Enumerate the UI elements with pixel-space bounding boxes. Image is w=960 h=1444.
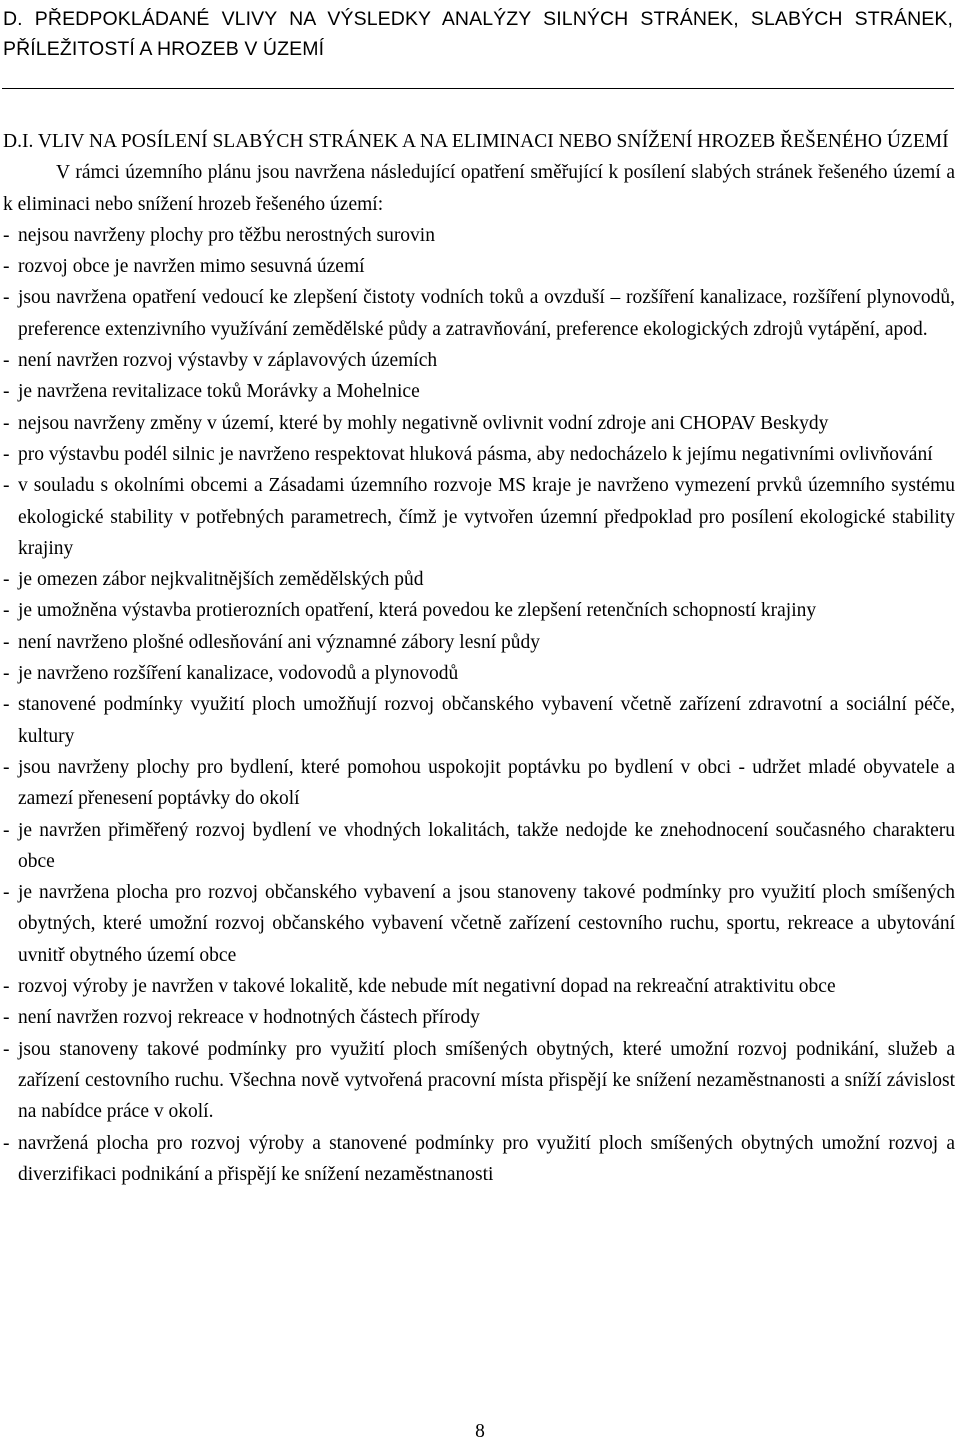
list-bullet-dash: - — [3, 569, 10, 591]
list-item — [3, 1002, 955, 1033]
list-bullet-dash: - — [3, 1132, 10, 1154]
list-item-text: je umožněna výstavba protierozních opatření, která povedou ke zlepšení retenčních schopností krajiny — [18, 600, 817, 622]
heading-underline-rule — [2, 88, 954, 89]
list-bullet-dash: - — [3, 350, 10, 372]
list-item — [3, 220, 955, 251]
list-item-text: v souladu s okolními obcemi a Zásadami územního rozvoje MS kraje je navrženo vymezení prvků územního systému ekologické stability v potřebných parametrech, čímž je vytvořen územní předpoklad pro posílení ekologické stability krajiny — [18, 475, 955, 559]
list-item-text: stanovené podmínky využití ploch umožňují rozvoj občanského vybavení včetně zařízení zdravotní a sociální péče, kultury — [18, 694, 955, 747]
list-bullet-dash: - — [3, 663, 10, 685]
list-item — [3, 971, 955, 1002]
section-title: D.I. VLIV NA POSÍLENÍ SLABÝCH STRÁNEK A NA ELIMINACI NEBO SNÍŽENÍ HROZEB ŘEŠENÉHO ÚZEMÍ — [3, 131, 949, 152]
list-item — [3, 564, 955, 595]
list-item — [3, 345, 955, 376]
list-item — [3, 877, 955, 971]
chapter-heading: D. PŘEDPOKLÁDANÉ VLIVY NA VÝSLEDKY ANALÝZY SILNÝCH STRÁNEK, SLABÝCH STRÁNEK, PŘÍLEŽITOSTÍ A HROZEB V ÚZEMÍ — [3, 8, 953, 60]
section-body — [3, 126, 955, 1190]
list-bullet-dash: - — [3, 600, 10, 622]
list-bullet-dash: - — [3, 976, 10, 998]
list-item — [3, 251, 955, 282]
list-item-text: nejsou navrženy plochy pro těžbu nerostných surovin — [18, 224, 435, 246]
list-item — [3, 689, 955, 752]
list-item-text: je navržena plocha pro rozvoj občanského vybavení a jsou stanoveny takové podmínky pro využití ploch smíšených obytných, které umožní rozvoj občanského vybavení včetně zařízení cestovního ruchu, sportu, rekreace a ubytování uvnitř obytného území obce — [18, 882, 955, 966]
list-item — [3, 658, 955, 689]
list-item — [3, 408, 955, 439]
list-bullet-dash: - — [3, 756, 10, 778]
list-item — [3, 1034, 955, 1128]
list-item — [3, 470, 955, 564]
list-bullet-dash: - — [3, 224, 10, 246]
list-item-text: je navržen přiměřený rozvoj bydlení ve vhodných lokalitách, takže nedojde ke znehodnocení současného charakteru obce — [18, 819, 955, 872]
list-bullet-dash: - — [3, 475, 10, 497]
list-item-text: jsou navržena opatření vedoucí ke zlepšení čistoty vodních toků a ovzduší – rozšíření kanalizace, rozšíření plynovodů, preference extenzivního využívání zemědělské půdy a zatravňování, preference ekologických zdrojů vytápění, apod. — [18, 287, 955, 340]
list-item — [3, 752, 955, 815]
list-bullet-dash: - — [3, 631, 10, 653]
list-item-text: pro výstavbu podél silnic je navrženo respektovat hluková pásma, aby nedocházelo k jejímu negativními ovlivňování — [18, 443, 933, 465]
list-bullet-dash: - — [3, 819, 10, 841]
list-item-text: jsou navrženy plochy pro bydlení, které pomohou uspokojit poptávku po bydlení v obci - udržet mladé obyvatele a zamezí přenesení poptávky do okolí — [18, 756, 955, 810]
intro-paragraph: V rámci územního plánu jsou navržena následující opatření směřující k posílení slabých stránek řešeného území a k eliminaci nebo snížení hrozeb řešeného území: — [3, 162, 955, 215]
list-item-text: rozvoj obce je navržen mimo sesuvná území — [18, 256, 365, 278]
list-item-text: navržená plocha pro rozvoj výroby a stanovené podmínky pro využití ploch smíšených obytných umožní rozvoj a diverzifikaci podnikání a přispějí ke snížení nezaměstnanosti — [18, 1132, 955, 1185]
measures-list — [3, 220, 955, 1190]
list-item — [3, 376, 955, 407]
list-item — [3, 1128, 955, 1191]
list-item — [3, 627, 955, 658]
list-item — [3, 595, 955, 626]
list-bullet-dash: - — [3, 287, 10, 309]
list-bullet-dash: - — [3, 1038, 10, 1060]
list-item-text: nejsou navrženy změny v území, které by mohly negativně ovlivnit vodní zdroje ani CHOPAV Beskydy — [18, 412, 829, 434]
list-item — [3, 815, 955, 878]
list-item-text: jsou stanoveny takové podmínky pro využití ploch smíšených obytných, které umožní rozvoj podnikání, služeb a zařízení cestovního ruchu. Všechna nově vytvořená pracovní místa přispějí ke snížení nezaměstnanosti a sníží závislost na nabídce práce v okolí. — [18, 1038, 955, 1123]
list-bullet-dash: - — [3, 694, 10, 716]
list-bullet-dash: - — [3, 256, 10, 278]
list-bullet-dash: - — [3, 443, 10, 465]
list-bullet-dash: - — [3, 1007, 10, 1029]
list-item-text: je navržena revitalizace toků Morávky a Mohelnice — [18, 381, 420, 403]
list-item — [3, 439, 955, 470]
page-number: 8 — [475, 1421, 485, 1442]
list-item-text: není navržen rozvoj výstavby v záplavových územích — [18, 350, 438, 372]
list-item-text: je omezen zábor nejkvalitnějších zemědělských půd — [18, 569, 424, 591]
list-bullet-dash: - — [3, 381, 10, 403]
list-item-text: není navrženo plošné odlesňování ani významné zábory lesní půdy — [18, 631, 541, 653]
list-item-text: je navrženo rozšíření kanalizace, vodovodů a plynovodů — [18, 663, 459, 685]
list-bullet-dash: - — [3, 882, 10, 904]
list-bullet-dash: - — [3, 412, 10, 434]
list-item — [3, 282, 955, 345]
list-item-text: rozvoj výroby je navržen v takové lokalitě, kde nebude mít negativní dopad na rekreační atraktivitu obce — [18, 976, 836, 998]
list-item-text: není navržen rozvoj rekreace v hodnotných částech přírody — [18, 1007, 480, 1029]
